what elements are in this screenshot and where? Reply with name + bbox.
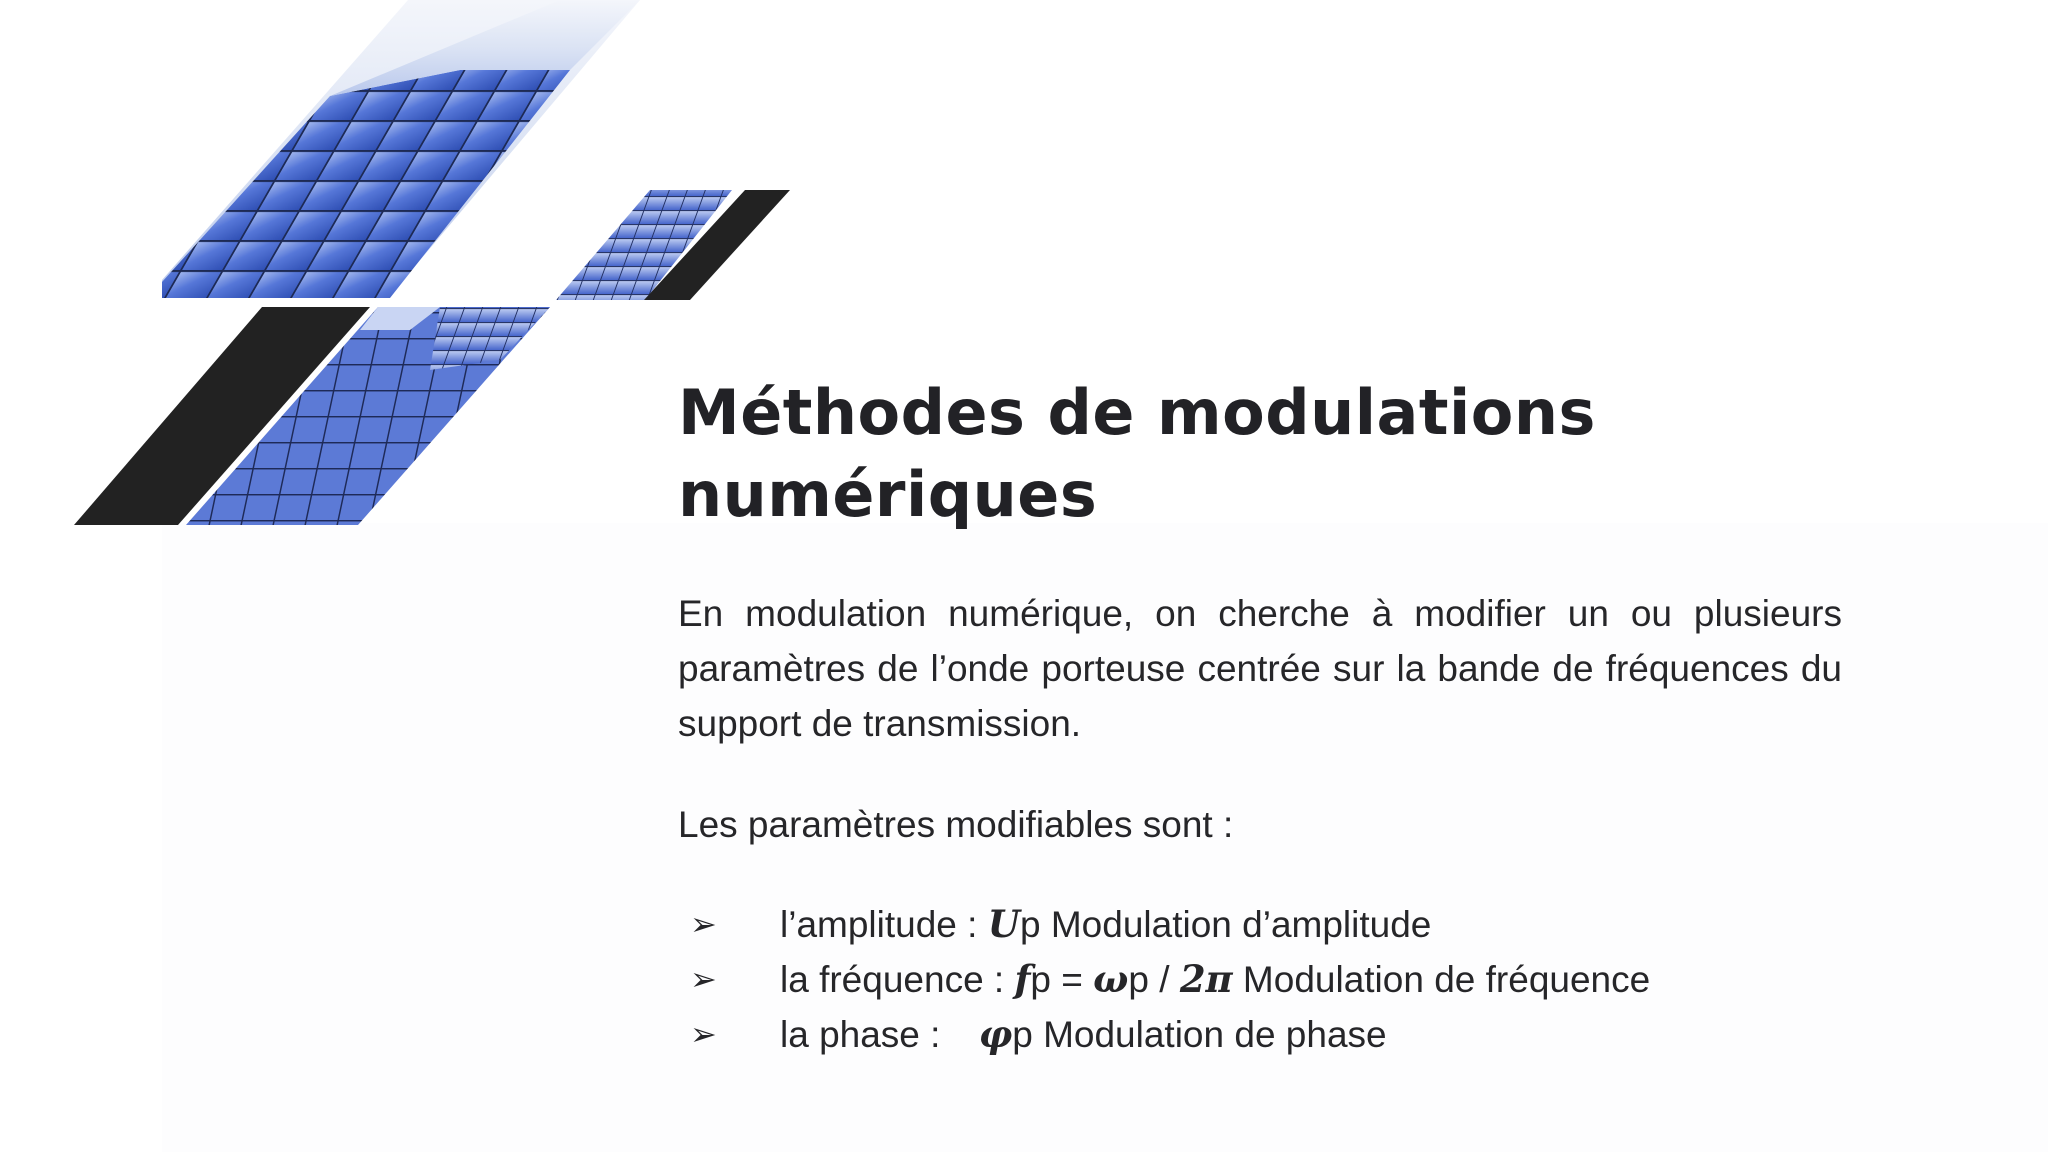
parameters-list (678, 897, 1650, 1062)
two-pi-symbol: 2π (1179, 957, 1233, 1001)
bullet-prefix: l’amplitude : (780, 904, 988, 945)
list-item-phase (678, 1007, 1650, 1062)
bullet-suffix: Modulation de fréquence (1232, 959, 1651, 1000)
list-item-frequency (678, 952, 1650, 1007)
phase-symbol: φ (978, 1012, 1013, 1056)
arrow-bullet-icon: ➢ (690, 1015, 717, 1053)
arrow-bullet-icon: ➢ (690, 905, 717, 943)
omega-symbol: ω (1093, 957, 1129, 1001)
bullet-prefix: la phase : (780, 1014, 951, 1055)
intro-paragraph: En modulation numérique, on cherche à modifier un ou plusieurs paramètres de l’onde porteuse centrée sur la bande de fréquences du support de transmission. (678, 593, 1842, 744)
bullet-suffix: p Modulation de phase (1012, 1014, 1387, 1055)
upper-glass-shape (162, 0, 640, 298)
title-line-2: numériques (678, 458, 1098, 531)
formula-part: p / (1128, 959, 1180, 1000)
formula-part: p = (1030, 959, 1094, 1000)
arrow-bullet-icon: ➢ (690, 960, 717, 998)
slide-title (678, 372, 1938, 536)
amplitude-symbol: U (987, 902, 1020, 946)
list-item-amplitude (678, 897, 1650, 952)
title-line-1: Méthodes de modulations (678, 376, 1596, 449)
parameters-subheading: Les paramètres modifiables sont : (678, 804, 1234, 845)
frequency-symbol: f (1014, 957, 1031, 1001)
bullet-prefix: la fréquence : (780, 959, 1015, 1000)
bullet-suffix: p Modulation d’amplitude (1020, 904, 1432, 945)
